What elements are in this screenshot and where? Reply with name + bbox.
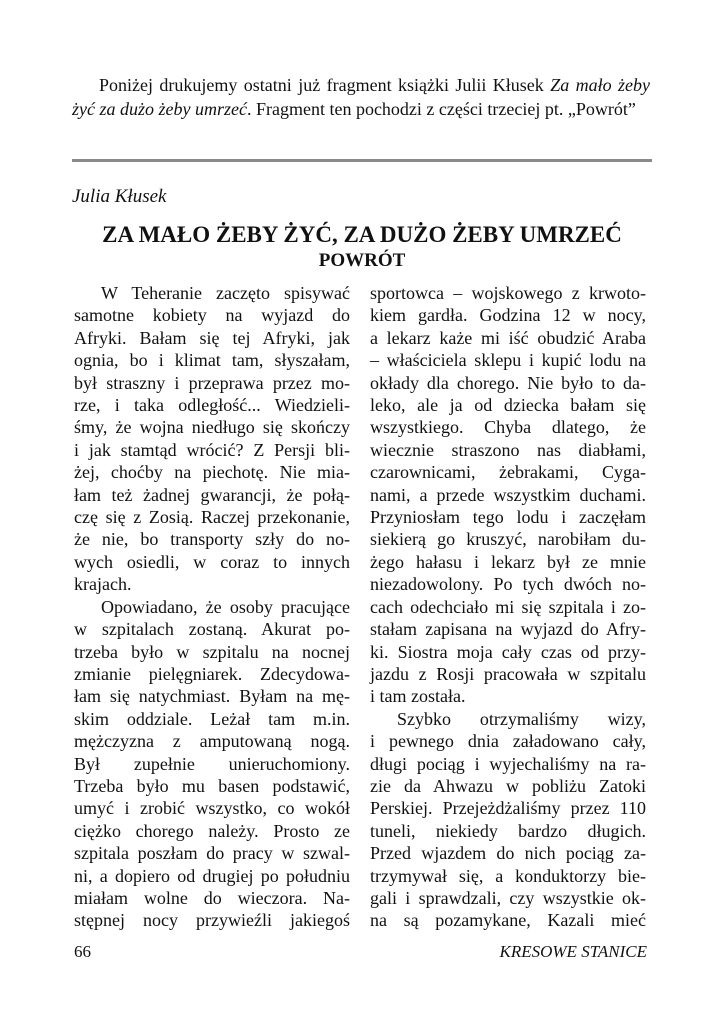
text-line: szpitala poszłam do pracy w szwal- <box>74 843 350 864</box>
text-line: krajach. <box>74 574 132 595</box>
text-line: Przyniosłam tego lodu i zaczęłam <box>370 507 646 528</box>
text-line: że nie, bo transporty szły do no- <box>74 529 350 550</box>
text-line: miałam wolne do wieczora. Na- <box>74 887 350 908</box>
intro-text-before: Poniżej drukujemy ostatni już fragment książki Julii Kłusek <box>99 75 551 95</box>
text-line: ognia, bo i klimat tam, słyszałam, <box>74 350 350 371</box>
text-line: wiecznie straszono nas diabłami, <box>370 439 646 460</box>
text-line: skim oddziale. Leżał tam m.in. <box>74 708 350 729</box>
article-author: Julia Kłusek <box>72 186 167 207</box>
text-line: w szpitalach zostaną. Akurat po- <box>74 619 350 640</box>
text-line: żego hałasu i lekarz był ze mnie <box>370 551 646 572</box>
text-line: rze, i taka odległość... Wiedzieli- <box>74 395 350 416</box>
text-line: niezadowolony. Po tych dwóch no- <box>370 574 646 595</box>
intro-book-title: Za mało żeby żyć za dużo żeby umrzeć <box>72 75 650 119</box>
text-line: ni, a dopiero od drugiej po południu <box>74 865 350 886</box>
text-line: czarownicami, żebrakami, Cyga- <box>370 462 646 483</box>
text-line: trzymywał się, a konduktorzy bie- <box>370 865 646 886</box>
text-line: umyć i zrobić wszystko, co wokół <box>74 798 350 819</box>
text-line: Perskiej. Przejeżdżaliśmy przez 110 <box>370 798 646 819</box>
text-line: Przed wjazdem do nich pociąg za- <box>370 843 646 864</box>
text-line: sportowca – wojskowego z krwoto- <box>370 283 646 303</box>
text-line: stałam zapisana na wyjazd do Afry- <box>370 619 646 640</box>
text-line: Opowiadano, że osoby pracujące <box>101 596 350 617</box>
text-line: cach odechciało mi się szpitala i zo- <box>370 596 646 617</box>
text-line: zie da Ahwazu w pobliżu Zatoki <box>370 775 646 796</box>
text-line: śmy, że wojna niedługo się skończy <box>74 417 350 438</box>
text-line: i tam została. <box>370 686 466 707</box>
text-line: zmianie pielęgniarek. Zdecydowa- <box>74 663 350 684</box>
text-line: siekierą go kruszyć, narobiłam du- <box>370 529 646 550</box>
article-subtitle: POWRÓT <box>318 250 406 271</box>
text-line: ciężko chorego należy. Prosto ze <box>74 820 350 841</box>
text-line: W Teheranie zaczęto spisywać <box>101 283 350 303</box>
section-divider <box>72 159 652 162</box>
text-line: był straszny i przeprawa przez mo- <box>74 372 350 393</box>
text-line: samotne kobiety na wyjazd do <box>74 305 350 326</box>
text-line: ki. Siostra moja cały czas od przy- <box>370 641 646 662</box>
page-number: 66 <box>74 942 91 961</box>
text-line: nami, a przede wszystkim duchami. <box>370 484 646 505</box>
text-line: i pewnego dnia załadowano cały, <box>370 731 646 752</box>
text-line: stępnej nocy przywieźli jakiegoś <box>74 910 350 931</box>
text-line: Był zupełnie unieruchomiony. <box>74 753 350 774</box>
text-line: trzeba było w szpitalu na nocnej <box>74 641 350 662</box>
text-line: łam się natychmiast. Byłam na mę- <box>74 686 350 707</box>
text-column-right <box>370 282 646 932</box>
text-line: kiem gardła. Godzina 12 w nocy, <box>370 305 646 326</box>
text-line: tuneli, niekiedy bardzo długich. <box>370 820 646 841</box>
text-line: Szybko otrzymaliśmy wizy, <box>397 708 646 729</box>
text-line: łam też żadnej gwarancji, że połą- <box>74 484 350 505</box>
text-line: na są pozamykane, Kazali mieć <box>370 910 646 931</box>
text-line: jazdu z Rosji pracowała w szpitalu <box>370 663 646 684</box>
text-line: a lekarz każe mi iść obudzić Araba <box>370 327 646 348</box>
text-line: okłady dla chorego. Nie było to da- <box>370 372 646 393</box>
text-line: żej, choćby na piechotę. Nie mia- <box>74 462 350 483</box>
intro-text-after: . Fragment ten pochodzi z części trzeciej pt. „Powrót” <box>246 99 636 119</box>
intro-paragraph <box>72 73 650 121</box>
text-line: gali i sprawdzali, czy wszystkie ok- <box>370 887 646 908</box>
text-line: Afryki. Bałam się tej Afryki, jak <box>74 327 350 348</box>
text-line: czę się z Zosią. Raczej przekonanie, <box>74 507 350 528</box>
text-line: wszystkiego. Chyba dlatego, że <box>370 417 646 438</box>
text-column-left <box>74 282 350 932</box>
text-line: długi pociąg i wyjechaliśmy na ra- <box>370 753 646 774</box>
text-line: i jak stamtąd wrócić? Z Persji bli- <box>74 439 350 460</box>
text-line: – właściciela sklepu i kupić lodu na <box>370 350 646 371</box>
text-line: leko, ale ja od dziecka bałam się <box>370 395 646 416</box>
text-line: Trzeba było mu basen podstawić, <box>74 775 350 796</box>
article-title: ZA MAŁO ŻEBY ŻYĆ, ZA DUŻO ŻEBY UMRZEĆ <box>102 222 622 247</box>
text-line: wych osiedli, w coraz to innych <box>74 551 350 572</box>
text-line: mężczyzna z amputowaną nogą. <box>74 731 350 752</box>
running-footer-title: KRESOWE STANICE <box>499 942 647 961</box>
